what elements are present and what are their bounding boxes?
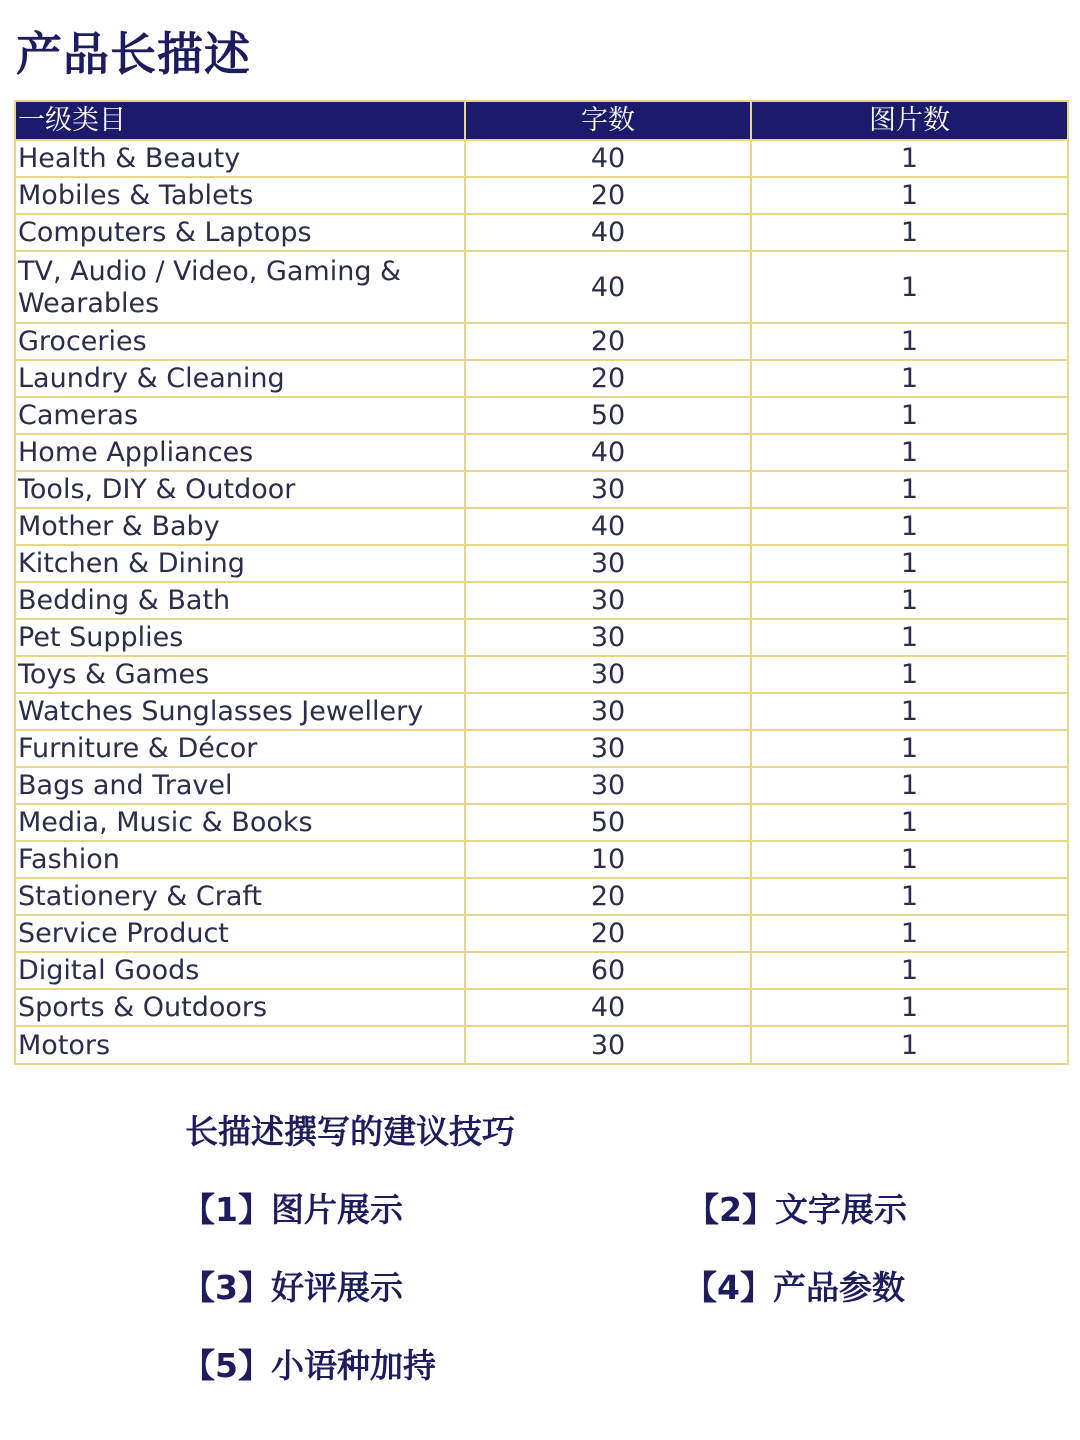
table-row [16,323,1067,360]
image-count-cell: 1 [751,804,1067,841]
category-cell: Bags and Travel [16,767,465,804]
image-count-cell: 1 [751,878,1067,915]
word-count-cell: 30 [465,471,751,508]
category-cell: Fashion [16,841,465,878]
image-count-cell: 1 [751,619,1067,656]
image-count-cell: 1 [751,545,1067,582]
category-cell: Mother & Baby [16,508,465,545]
word-count-cell: 40 [465,508,751,545]
tip-item-review-display: 【3】好评展示 [182,1268,403,1307]
table-body [16,140,1067,1063]
table-row [16,656,1067,693]
image-count-cell: 1 [751,582,1067,619]
word-count-cell: 20 [465,915,751,952]
page-title: 产品长描述 [16,27,251,81]
table-row [16,360,1067,397]
word-count-cell: 20 [465,360,751,397]
word-count-cell: 10 [465,841,751,878]
tip-item-text-display: 【2】文字展示 [686,1190,907,1229]
category-cell: Service Product [16,915,465,952]
table-row [16,841,1067,878]
image-count-cell: 1 [751,360,1067,397]
tip-item-image-display: 【1】图片展示 [182,1190,403,1229]
tips-heading: 长描述撰写的建议技巧 [185,1112,515,1151]
image-count-cell: 1 [751,214,1067,251]
table-row [16,434,1067,471]
table-row [16,471,1067,508]
category-cell: TV, Audio / Video, Gaming & Wearables [16,251,465,323]
word-count-cell: 40 [465,140,751,177]
table-row [16,730,1067,767]
word-count-cell: 40 [465,214,751,251]
category-cell: Health & Beauty [16,140,465,177]
table-header-row [16,102,1067,140]
category-cell: Media, Music & Books [16,804,465,841]
word-count-cell: 30 [465,619,751,656]
category-cell: Stationery & Craft [16,878,465,915]
category-cell: Motors [16,1026,465,1063]
table-header [16,102,1067,140]
header-image-count: 图片数 [751,102,1067,140]
word-count-cell: 20 [465,177,751,214]
category-cell: Cameras [16,397,465,434]
tip-item-product-params: 【4】产品参数 [684,1268,905,1307]
word-count-cell: 30 [465,1026,751,1063]
image-count-cell: 1 [751,177,1067,214]
category-cell: Bedding & Bath [16,582,465,619]
word-count-cell: 40 [465,989,751,1026]
table-row [16,619,1067,656]
image-count-cell: 1 [751,397,1067,434]
word-count-cell: 30 [465,582,751,619]
image-count-cell: 1 [751,656,1067,693]
image-count-cell: 1 [900,1029,919,1061]
table-row [16,140,1067,177]
table-row [16,508,1067,545]
table-row [16,177,1067,214]
category-cell: Watches Sunglasses Jewellery [16,693,465,730]
image-count-cell: 1 [751,693,1067,730]
image-count-cell: 1 [751,915,1067,952]
image-count-cell: 1 [751,140,1067,177]
image-count-cell: 1 [751,730,1067,767]
category-cell: Digital Goods [16,952,465,989]
header-category: 一级类目 [16,102,465,140]
table-row [16,582,1067,619]
table-row [16,915,1067,952]
word-count-cell: 30 [465,693,751,730]
category-cell: Groceries [16,323,465,360]
category-cell: Laundry & Cleaning [16,360,465,397]
table-row [16,214,1067,251]
image-count-cell: 1 [751,508,1067,545]
word-count-cell: 50 [465,804,751,841]
word-count-cell: 30 [465,545,751,582]
word-count-cell: 60 [465,952,751,989]
category-cell: Sports & Outdoors [16,989,465,1026]
category-cell: Pet Supplies [16,619,465,656]
table-row [16,693,1067,730]
category-cell: Kitchen & Dining [16,545,465,582]
table-row [16,397,1067,434]
word-count-cell: 50 [465,397,751,434]
image-count-cell: 1 [751,989,1067,1026]
table-row [16,251,1067,323]
table-row [16,1026,1067,1063]
table-row [16,878,1067,915]
image-count-cell: 1 [751,841,1067,878]
image-count-cell: 1 [751,323,1067,360]
image-count-cell: 1 [751,251,1067,323]
image-count-cell: 1 [751,434,1067,471]
word-count-cell: 30 [465,730,751,767]
word-count-cell: 20 [465,323,751,360]
word-count-cell: 20 [465,878,751,915]
word-count-cell: 30 [465,656,751,693]
word-count-cell: 40 [465,434,751,471]
table-row [16,989,1067,1026]
category-cell: Computers & Laptops [16,214,465,251]
image-count-cell: 1 [751,952,1067,989]
word-count-cell: 40 [465,251,751,323]
category-cell: Mobiles & Tablets [16,177,465,214]
category-cell: Tools, DIY & Outdoor [16,471,465,508]
category-table-grid [16,102,1067,1063]
table-row [16,767,1067,804]
category-table [14,100,1069,1065]
table-row [16,952,1067,989]
category-cell: Toys & Games [16,656,465,693]
table-row [16,545,1067,582]
tip-item-minor-languages: 【5】小语种加持 [182,1346,436,1385]
category-cell: Home Appliances [16,434,465,471]
header-word-count: 字数 [465,102,751,140]
image-count-cell: 1 [751,471,1067,508]
table-row [16,804,1067,841]
word-count-cell: 30 [465,767,751,804]
category-cell: Furniture & Décor [16,730,465,767]
image-count-cell: 1 [751,767,1067,804]
